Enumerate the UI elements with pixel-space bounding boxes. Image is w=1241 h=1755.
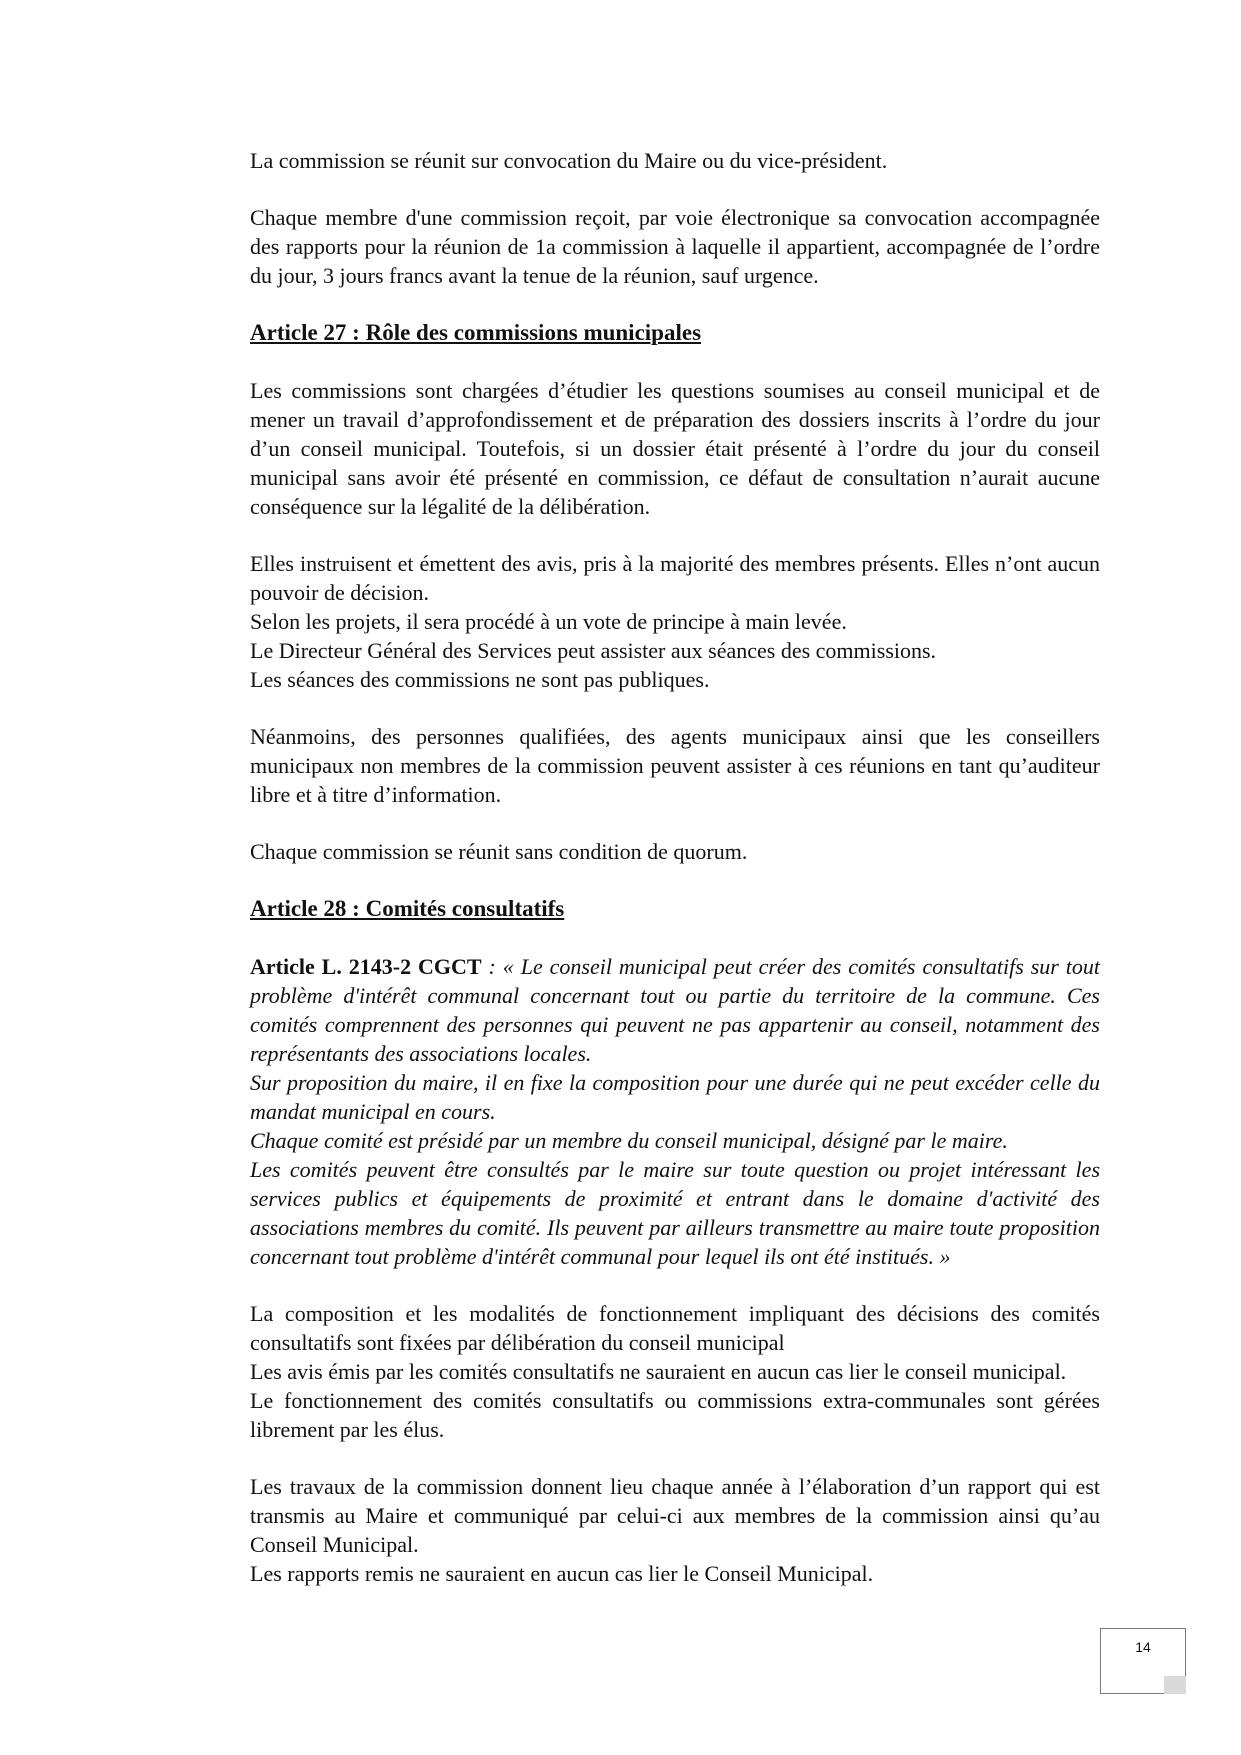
- paragraph-avis-comites: Les avis émis par les comités consultatifs ne sauraient en aucun cas lier le conseil municipal.: [250, 1359, 1067, 1384]
- quote-text: : « Le conseil municipal peut créer des comités consultatifs sur tout problème d'intérêt communal concernant tout ou partie du territoire de la commune. Ces comités comprennent des personnes qui peuvent ne pas appartenir au conseil, notamment des représentants des associations locales.: [250, 954, 1100, 1066]
- paragraph-vote: Selon les projets, il sera procédé à un vote de principe à main levée.: [250, 609, 847, 634]
- paragraph-neanmoins: Néanmoins, des personnes qualifiées, des agents municipaux ainsi que les conseillers municipaux non membres de la commission peuvent assister à ces réunions en tant qu’auditeur libre et à titre d’information.: [250, 724, 1100, 807]
- spacer: [250, 694, 1100, 722]
- heading-article-28: Article 28 : Comités consultatifs: [250, 896, 565, 921]
- spacer: [250, 866, 1100, 894]
- spacer: [250, 521, 1100, 549]
- paragraph-fonctionnement: Le fonctionnement des comités consultatifs ou commissions extra-communales sont gérées librement par les élus.: [250, 1388, 1100, 1442]
- page-number-box: [1100, 1628, 1186, 1694]
- spacer: [250, 175, 1100, 203]
- paragraph-convocation-details: Chaque membre d'une commission reçoit, par voie électronique sa convocation accompagnée des rapports pour la réunion de 1a commission à laquelle il appartient, accompagnée de l’ordre du jour, 3 jours francs avant la tenue de la réunion, sauf urgence.: [250, 205, 1100, 288]
- paragraph-seances: Les séances des commissions ne sont pas publiques.: [250, 667, 710, 692]
- quote-consultation: Les comités peuvent être consultés par le maire sur toute question ou projet intéressant les services publics et équipements de proximité et entrant dans le domaine d'activité des associations membres du comité. Ils peuvent par ailleurs transmettre au maire toute proposition concernant tout problème d'intérêt communal pour lequel ils ont été institués. »: [250, 1157, 1100, 1269]
- quote-presidence: Chaque comité est présidé par un membre du conseil municipal, désigné par le maire.: [250, 1128, 1008, 1153]
- page-number: 14: [1135, 1639, 1151, 1655]
- quote-composition: Sur proposition du maire, il en fixe la composition pour une durée qui ne peut excéder celle du mandat municipal en cours.: [250, 1070, 1100, 1124]
- paragraph-rapports: Les rapports remis ne sauraient en aucun cas lier le Conseil Municipal.: [250, 1561, 874, 1586]
- paragraph-role-commissions: Les commissions sont chargées d’étudier les questions soumises au conseil municipal et de mener un travail d’approfondissement et de préparation des dossiers inscrits à l’ordre du jour d’un conseil municipal. Toutefois, si un dossier était présenté à l’ordre du jour du conseil municipal sans avoir été présenté en commission, ce défaut de consultation n’aurait aucune conséquence sur la légalité de la délibération.: [250, 378, 1100, 519]
- spacer: [250, 809, 1100, 837]
- spacer: [250, 1444, 1100, 1472]
- paragraph-composition: La composition et les modalités de fonctionnement impliquant des décisions des comités consultatifs sont fixées par délibération du conseil municipal: [250, 1301, 1100, 1355]
- quote-cgct: [250, 952, 1100, 1068]
- document-body: [250, 146, 1100, 1588]
- paragraph-avis: Elles instruisent et émettent des avis, pris à la majorité des membres présents. Elles n’ont aucun pouvoir de décision.: [250, 551, 1100, 605]
- heading-article-27: Article 27 : Rôle des commissions municipales: [250, 320, 702, 345]
- paragraph-quorum: Chaque commission se réunit sans condition de quorum.: [250, 839, 748, 864]
- spacer: [250, 1271, 1100, 1299]
- spacer: [250, 290, 1100, 318]
- spacer: [250, 348, 1100, 376]
- paragraph-convocation: La commission se réunit sur convocation du Maire ou du vice-président.: [250, 148, 888, 173]
- paragraph-dgs: Le Directeur Général des Services peut assister aux séances des commissions.: [250, 638, 937, 663]
- spacer: [250, 924, 1100, 952]
- quote-label: Article L. 2143-2 CGCT: [250, 954, 482, 979]
- paragraph-travaux: Les travaux de la commission donnent lieu chaque année à l’élaboration d’un rapport qui est transmis au Maire et communiqué par celui-ci aux membres de la commission ainsi qu’au Conseil Municipal.: [250, 1474, 1100, 1557]
- page-curl-icon: [1164, 1676, 1186, 1694]
